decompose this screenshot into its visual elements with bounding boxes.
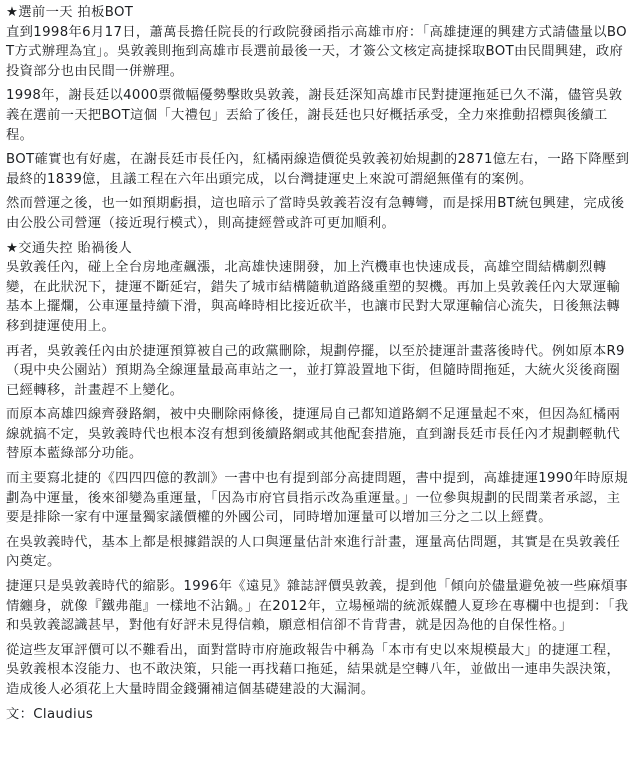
- paragraph: 1998年，謝長廷以4000票微幅優勢擊敗吳敦義，謝長廷深知高雄市民對捷運拖延已久不滿，儘管吳敦義在選前一天把BOT這個「大禮包」丟給了後任，謝長廷也只好概括承受，全力來推動招標與後續工程。: [6, 88, 623, 143]
- paragraph: BOT確實也有好處，在謝長廷市長任內，紅橘兩線造價從吳敦義初始規劃的2871億左右，一路下降壓到最終的1839億，且議工程在六年出頭完成，以台灣捷運史上來說可謂絕無僅有的案例。: [6, 152, 630, 187]
- section-heading-traffic: ★交通失控 貽禍後人: [6, 240, 133, 256]
- section-heading-bot-decision: ★選前一天 拍板BOT: [6, 5, 134, 20]
- paragraph: 捷運只是吳敦義時代的縮影。1996年《遠見》雜誌評價吳敦義，提到他「傾向於儘量避免被一些麻煩事情纏身，就像『鐵弗龍』一樣地不沾鍋。」在2012年，立場極端的統派媒體人夏珍在專欄中也提到：「我和吳敦義認識甚早，對他有好評未見得信賴，願意相信卻不肯背書，就是因為他的自保性格。」: [6, 579, 629, 634]
- paragraph: 而原本高雄四線齊發路網，被中央刪除兩條後，捷運局自己都知道路網不足運量起不來，但因為紅橘兩線就搞不定，吳敦義時代也根本沒有想到後續路網或其他配套措施，直到謝長廷市長任內才規劃輕軌代替原本藍綠部分功能。: [6, 407, 621, 462]
- author-credit: 文：Claudius: [6, 706, 94, 722]
- paragraph: 再者，吳敦義任內由於捷運預算被自己的政黨刪除，規劃停擺，以至於捷運計畫落後時代。例如原本R9（現中央公園站）預期為全線運量最高車站之一，並打算設置地下街，但隨時間拖延，大統火災後商圈已經轉移，計畫趕不上變化。: [6, 343, 625, 398]
- paragraph: 吳敦義任內，碰上全台房地產飆漲，北高雄快速開發，加上汽機車也快速成長，高雄空間結構劇烈轉變，在此狀況下，捷運不斷延宕，錯失了城市結構隨軌道路綫重塑的契機。再加上吳敦義任內大眾運輸基本上擺爛，公車運量持續下滑，與高峰時相比接近砍半，也讓市民對大眾運輸信心流失，日後無法轉移到捷運使用上。: [6, 260, 621, 334]
- paragraph: 直到1998年6月17日，蕭萬長擔任院長的行政院發函指示高雄市府：「高雄捷運的興建方式請儘量以BOT方式辦理為宜」。吳敦義則拖到高雄市長選前最後一天，才簽公文核定高捷採取BOT由民間興建，政府投資部分也由民間一併辦理。: [6, 24, 627, 79]
- paragraph: 在吳敦義時代，基本上都是根據錯誤的人口與運量估計來進行計畫，運量高估問題，其實是在吳敦義任內奠定。: [6, 534, 621, 570]
- paragraph: 然而營運之後，也一如預期虧損，這也暗示了當時吳敦義若沒有急轉彎，而是採用BT統包興建，完成後由公股公司營運（接近現行模式），則高捷經營或許可更加順利。: [6, 196, 625, 231]
- paragraph: 從這些友軍評價可以不難看出，面對當時市府施政報告中稱為「本市有史以來規模最大」的捷運工程，吳敦義根本沒能力、也不敢決策，只能一再找藉口拖延，結果就是空轉八年，並做出一連串失誤決策，造成後人必須花上大量時間金錢彌補這個基礎建設的大漏洞。: [6, 642, 621, 697]
- paragraph: 而主要寫北捷的《四四四億的教訓》一書中也有提到部分高捷問題，書中提到，高雄捷運1990年時原規劃為中運量，後來卻變為重運量，「因為市府官員指示改為重運量。」一位參與規劃的民間業者承認，主要是排除一家有中運量獨家議價權的外國公司，同時增加運量可以增加三分之二以上經費。: [6, 471, 629, 526]
